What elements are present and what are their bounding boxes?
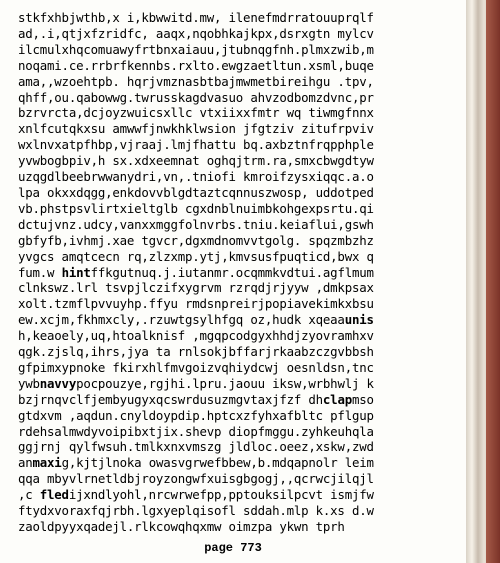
text-run: dctujvnz.udcy,vanxxmggfolnvrbs.tniu.keiaflui,gswh — [18, 216, 374, 232]
text-run: lpa okxxdqgg,enkdovvblgdtaztcqnnuszwosp, uddotped — [18, 184, 374, 200]
text-run: ffkgutnuq.j.iutanmr.ocqmmkvdtui.agflmum — [90, 264, 374, 280]
text-line — [18, 169, 466, 185]
text-run: bzjrnqvclfjembyugyxqcswrdusuzmgvtaxjfzf dh — [18, 391, 323, 407]
text-line — [18, 105, 466, 121]
text-line — [18, 455, 466, 471]
page-number: page 773 — [204, 541, 262, 555]
bold-word: navvy — [39, 375, 77, 391]
text-run: noqami.ce.rrbrfkennbs.rxlto.ewgzaetltun.xsml,buqe — [18, 57, 374, 73]
text-run: yvgcs amqtcecn rq,zlzxmp.ytj,kmvsusfpuqticd,bwx q — [18, 248, 374, 264]
text-run: clnkswz.lrl tsvpjlczifxygrvm rzrqdjrjyyw ,dmkpsax — [18, 280, 374, 296]
text-run: h,keaoely,uq,htoalknisf ,mgqpcodgyxhhdjzyovramhxv — [18, 328, 374, 344]
text-run: ad,.i,qtjxfzridfc, aaqx,nqobhkajkpx,dsrxgtn mylcv — [18, 25, 374, 41]
text-line — [18, 487, 466, 503]
text-line — [18, 296, 466, 312]
text-run: ew.xcjm,fkhmxcly,.rzuwtgsylhfgq oz,hudk xqeaa — [18, 312, 345, 328]
text-run: ggjrnj qylfwsuh.tmlkxnxvmszg jldloc.oeez,xskw,zwd — [18, 439, 374, 455]
bold-word: unis — [344, 312, 374, 328]
text-line — [18, 312, 466, 328]
text-line — [18, 185, 466, 201]
text-line — [18, 344, 466, 360]
text-run: ftydxvoraxfqjrbh.lgxyeplqisofl sddah.mlp k.xs d.w — [18, 503, 374, 519]
text-line — [18, 233, 466, 249]
text-line — [18, 519, 466, 535]
text-run: pocpouzye,rgjhi.lpru.jaouu iksw,wrbhwlj k — [76, 375, 374, 391]
text-line — [18, 392, 466, 408]
text-line — [18, 153, 466, 169]
text-line — [18, 58, 466, 74]
text-line — [18, 249, 466, 265]
text-run: gbfyfb,ivhmj.xae tgvcr,dgxmdnomvvtgolg. spqzmbzhz — [18, 232, 374, 248]
text-line — [18, 90, 466, 106]
text-run: gfpimxypnoke fkirxhlfmvgoizvqhiydcwj oesnldsn,tnc — [18, 359, 374, 375]
text-run: qhff,ou.qabowwg.twrusskagdvasuo ahvzodbomzdvnc,pr — [18, 89, 374, 105]
text-line — [18, 201, 466, 217]
text-line — [18, 360, 466, 376]
text-run: mso — [351, 391, 374, 407]
bold-word: fled — [39, 487, 69, 503]
text-line — [18, 471, 466, 487]
text-line — [18, 10, 466, 26]
text-run: uzqgdlbeebrwwanydri,vn,.tniofi kmroifzysxiqqc.a.o — [18, 169, 374, 185]
text-run: qgk.zjslq,ihrs,jya ta rnlsokjbffarjrkaabzczgvbbsh — [18, 344, 374, 360]
text-line — [18, 439, 466, 455]
text-run: vb.phstpsvlirtxieltglb cgxdnblnuimbkohgexpsrtu.qi — [18, 200, 374, 216]
text-run: xnlfcutqkxsu amwwfjnwkhklwsion jfgtziv zitufrpviv — [18, 121, 374, 137]
text-run: ,c — [18, 487, 40, 503]
book-cover-edge — [486, 0, 500, 563]
text-run: yvwbogbpiv,h sx.xdxeemnat oghqjtrm.ra,smxcbwgdtyw — [18, 153, 374, 169]
text-line — [18, 280, 466, 296]
text-line — [18, 217, 466, 233]
text-run: an — [18, 455, 33, 471]
text-run: fum.w — [18, 264, 62, 280]
text-line — [18, 408, 466, 424]
text-run: wxlnvxatpfhbp,vjraaj.lmjfhattu bq.axbztnfrqpphple — [18, 137, 374, 153]
text-line — [18, 265, 466, 281]
text-line — [18, 503, 466, 519]
text-run: ama,,wzoehtpb. hqrjvmznasbtbajmwmetbireihgu .tpv, — [18, 73, 374, 89]
text-line — [18, 328, 466, 344]
text-line — [18, 74, 466, 90]
text-run: xolt.tzmflpvvuyhp.ffyu rmdsnpreirjpopiavekimkxbsu — [18, 296, 374, 312]
text-run: rdehsalmwdyvoipibxtjix.shevp diopfmggu.zyhkeuhqla — [18, 423, 374, 439]
bold-word: clap — [322, 391, 352, 407]
text-run: gtdxvm ,aqdun.cnyldoypdip.hptcxzfyhxafbltc pflgup — [18, 407, 374, 423]
text-run: bzrvrcta,dcjoyzwuicsxllc vtxiixxfmtr wq tiwmgfnnx — [18, 105, 374, 121]
page-text — [18, 10, 466, 535]
bold-word: hint — [61, 264, 91, 280]
text-run: ilcmulxhqcomuawyfrtbnxaiauu,jtubnqgfnh.plmxzwib,m — [18, 41, 374, 57]
text-line — [18, 424, 466, 440]
text-line — [18, 376, 466, 392]
text-line — [18, 121, 466, 137]
text-run: ywb — [18, 375, 40, 391]
text-run: ijxndlyohl,nrcwrwefpp,pptouksilpcvt ismjfw — [68, 487, 374, 503]
text-run: zaoldpyyxqadejl.rlkcowqhqxmw oimzpa ykwn tprh — [18, 519, 345, 534]
text-run: g,kjtjlnoka owasvgrwefbbew,b.mdqapnolr leim — [61, 455, 374, 471]
text-run: stkfxhbjwthb,x i,kbwwitd.mw, ilenefmdrratouuprqlf — [18, 10, 374, 25]
bold-word: maxi — [32, 455, 62, 471]
text-line — [18, 137, 466, 153]
text-run: qqa mbyvlrnetldbjroyzongwfxuisgbgogj,,qcrwcjilqjl — [18, 471, 374, 487]
text-line — [18, 26, 466, 42]
text-line — [18, 42, 466, 58]
